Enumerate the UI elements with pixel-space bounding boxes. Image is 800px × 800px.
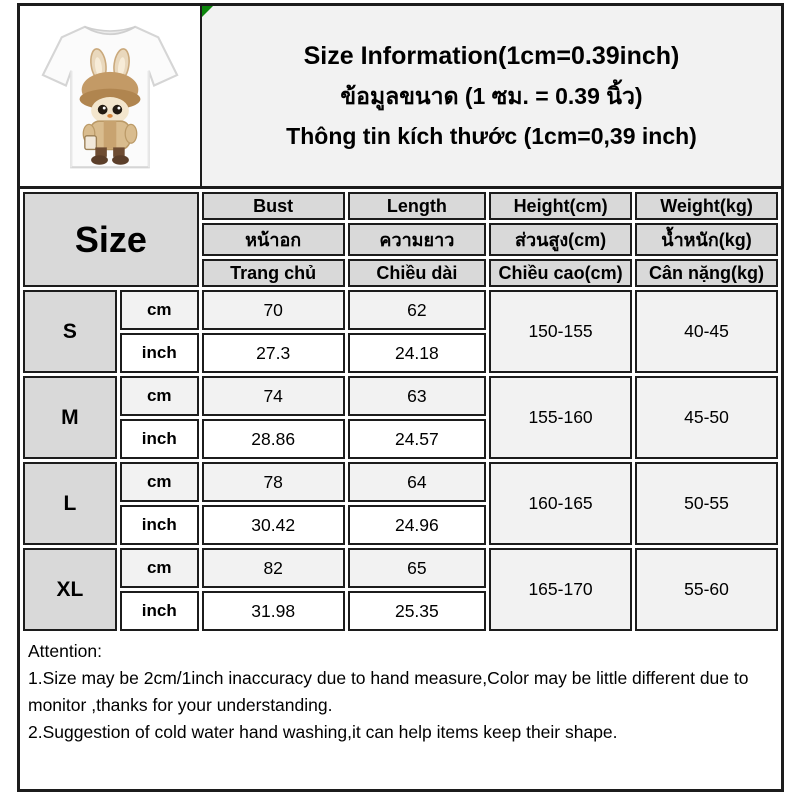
- header-row: [20, 6, 781, 189]
- row-xl-cm: [23, 548, 778, 588]
- col-weight-vi: Cân nặng(kg): [635, 259, 778, 287]
- s-bust-cm: 70: [202, 290, 345, 330]
- row-s-cm: [23, 290, 778, 330]
- row-m-cm: [23, 376, 778, 416]
- m-bust-inch: 28.86: [202, 419, 345, 459]
- xl-bust-cm: 82: [202, 548, 345, 588]
- col-weight-en: Weight(kg): [635, 192, 778, 220]
- title-english: Size Information(1cm=0.39inch): [303, 42, 680, 70]
- xl-length-cm: 65: [348, 548, 486, 588]
- title-vietnamese: Thông tin kích thước (1cm=0,39 inch): [286, 123, 697, 149]
- unit-inch: inch: [120, 591, 199, 631]
- s-length-inch: 24.18: [348, 333, 486, 373]
- m-length-inch: 24.57: [348, 419, 486, 459]
- size-label: Size: [23, 192, 199, 287]
- tshirt-graphic: [26, 10, 194, 182]
- title-block: [202, 6, 781, 186]
- attention-note-1: 1.Size may be 2cm/1inch inaccuracy due to hand measure,Color may be little different due to monitor ,thanks for your understanding.: [28, 668, 749, 715]
- col-length-th: ความยาว: [348, 223, 486, 256]
- attention-note-2: 2.Suggestion of cold water hand washing,it can help items keep their shape.: [28, 722, 618, 742]
- xl-height: 165-170: [489, 548, 632, 631]
- unit-cm: cm: [120, 290, 199, 330]
- s-height: 150-155: [489, 290, 632, 373]
- col-length-vi: Chiều dài: [348, 259, 486, 287]
- header-row-english: [23, 192, 778, 220]
- l-length-cm: 64: [348, 462, 486, 502]
- unit-inch: inch: [120, 333, 199, 373]
- col-height-th: ส่วนสูง(cm): [489, 223, 632, 256]
- size-xl: XL: [23, 548, 117, 631]
- green-corner-icon: [202, 6, 213, 17]
- m-height: 155-160: [489, 376, 632, 459]
- size-s: S: [23, 290, 117, 373]
- attention-section: [20, 634, 781, 789]
- s-weight: 40-45: [635, 290, 778, 373]
- col-height-vi: Chiều cao(cm): [489, 259, 632, 287]
- l-length-inch: 24.96: [348, 505, 486, 545]
- size-table: [20, 189, 781, 634]
- col-bust-th: หน้าอก: [202, 223, 345, 256]
- m-weight: 45-50: [635, 376, 778, 459]
- unit-cm: cm: [120, 376, 199, 416]
- unit-cm: cm: [120, 462, 199, 502]
- product-image: [20, 6, 202, 186]
- attention-heading: Attention:: [28, 641, 102, 661]
- xl-length-inch: 25.35: [348, 591, 486, 631]
- xl-weight: 55-60: [635, 548, 778, 631]
- s-length-cm: 62: [348, 290, 486, 330]
- m-bust-cm: 74: [202, 376, 345, 416]
- xl-bust-inch: 31.98: [202, 591, 345, 631]
- size-chart-sheet: [17, 3, 784, 792]
- unit-inch: inch: [120, 419, 199, 459]
- unit-inch: inch: [120, 505, 199, 545]
- row-l-cm: [23, 462, 778, 502]
- size-l: L: [23, 462, 117, 545]
- l-bust-cm: 78: [202, 462, 345, 502]
- m-length-cm: 63: [348, 376, 486, 416]
- title-thai: ข้อมูลขนาด (1 ซม. = 0.39 นิ้ว): [340, 83, 643, 109]
- size-m: M: [23, 376, 117, 459]
- col-weight-th: น้ำหนัก(kg): [635, 223, 778, 256]
- col-bust-vi: Trang chủ: [202, 259, 345, 287]
- col-length-en: Length: [348, 192, 486, 220]
- l-weight: 50-55: [635, 462, 778, 545]
- l-bust-inch: 30.42: [202, 505, 345, 545]
- col-height-en: Height(cm): [489, 192, 632, 220]
- s-bust-inch: 27.3: [202, 333, 345, 373]
- unit-cm: cm: [120, 548, 199, 588]
- l-height: 160-165: [489, 462, 632, 545]
- col-bust-en: Bust: [202, 192, 345, 220]
